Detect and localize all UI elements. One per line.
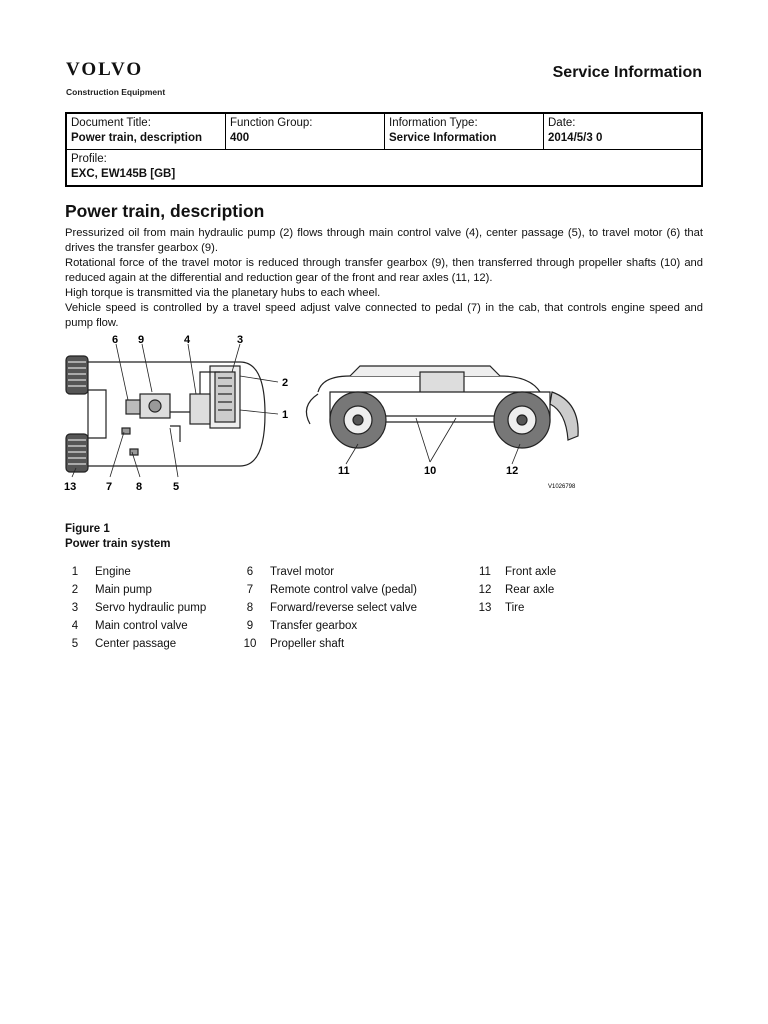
legend-item xyxy=(235,638,417,656)
legend-item xyxy=(235,566,417,584)
callout-2: 2 xyxy=(282,377,289,389)
legend-number: 10 xyxy=(243,638,257,650)
document-title-cell xyxy=(66,113,226,150)
callout-9: 9 xyxy=(138,334,145,346)
legend-text: Propeller shaft xyxy=(270,638,345,650)
legend-item xyxy=(60,584,206,602)
figure-label: Figure 1 xyxy=(65,523,110,535)
power-train-figure xyxy=(60,332,590,499)
legend-column xyxy=(470,566,556,620)
callout-6: 6 xyxy=(112,334,119,346)
legend-item xyxy=(235,620,417,638)
callout-12: 12 xyxy=(506,465,519,477)
legend-number: 7 xyxy=(246,584,254,596)
information-type-label: Information Type: xyxy=(389,117,478,129)
legend-item xyxy=(60,638,206,656)
legend-number: 11 xyxy=(479,566,491,578)
function-group-value: 400 xyxy=(230,132,250,144)
document-title-value: Power train, description xyxy=(71,132,202,144)
legend-number: 6 xyxy=(246,566,254,578)
legend-text: Main pump xyxy=(95,584,152,596)
paragraph: Pressurized oil from main hydraulic pump (2) flows through main control valve (4), center passage (5), to travel motor (6) that drives the transfer gearbox (9). xyxy=(65,227,703,254)
paragraph: Vehicle speed is controlled by a travel speed adjust valve connected to pedal (7) in the cab, that controls engine speed and pump flow. xyxy=(65,302,703,329)
legend-item xyxy=(60,566,206,584)
top-view-machine xyxy=(66,356,265,472)
legend-item xyxy=(470,602,556,620)
description-body xyxy=(65,226,703,331)
brand-subtitle: Construction Equipment xyxy=(66,87,166,97)
callout-3: 3 xyxy=(237,334,244,346)
date-label: Date: xyxy=(548,117,576,129)
legend-column xyxy=(235,566,417,656)
callout-5: 5 xyxy=(173,481,180,493)
legend-text: Remote control valve (pedal) xyxy=(270,584,418,596)
figure-code: V1026798 xyxy=(548,484,576,490)
legend-number: 12 xyxy=(478,584,492,596)
legend-text: Center passage xyxy=(95,638,177,650)
legend-number: 13 xyxy=(478,602,492,614)
legend-item xyxy=(235,602,417,620)
profile-value: EXC, EW145B [GB] xyxy=(71,168,176,180)
legend-text: Servo hydraulic pump xyxy=(95,602,207,614)
document-type-heading: Service Information xyxy=(552,64,702,81)
callout-8: 8 xyxy=(136,481,143,493)
callout-10: 10 xyxy=(424,465,437,477)
legend-text: Engine xyxy=(95,566,131,578)
volvo-logo xyxy=(66,60,165,97)
figure-caption xyxy=(65,522,170,552)
legend-number: 8 xyxy=(246,602,254,614)
callout-11: 11 xyxy=(338,465,350,477)
document-title-label: Document Title: xyxy=(71,117,151,129)
legend-number: 4 xyxy=(71,620,79,632)
function-group-cell xyxy=(226,113,385,150)
meta-row xyxy=(66,113,702,150)
legend-text: Tire xyxy=(505,602,525,614)
date-cell xyxy=(544,113,703,150)
legend-item xyxy=(60,602,206,620)
legend-text: Rear axle xyxy=(505,584,555,596)
legend-text: Travel motor xyxy=(270,566,335,578)
side-view-machine xyxy=(306,366,578,448)
power-train-diagram xyxy=(60,332,590,494)
legend-number: 1 xyxy=(71,566,79,578)
legend-number: 9 xyxy=(246,620,254,632)
page-title: Power train, description xyxy=(65,201,265,221)
paragraph: Rotational force of the travel motor is reduced through transfer gearbox (9), then transferred through propeller shafts (10) and reduced again at the differential and reduction gear of the front and rear axles (11, 12). xyxy=(65,257,703,284)
legend-item xyxy=(470,584,556,602)
callout-13: 13 xyxy=(64,481,77,493)
legend-number: 2 xyxy=(71,584,79,596)
legend-number: 3 xyxy=(71,602,79,614)
information-type-cell xyxy=(385,113,544,150)
legend-text: Forward/reverse select valve xyxy=(270,602,417,614)
legend-item xyxy=(235,584,417,602)
document-meta-table xyxy=(65,112,703,187)
legend-text: Main control valve xyxy=(95,620,188,632)
legend-item xyxy=(60,620,206,638)
information-type-value: Service Information xyxy=(389,132,497,144)
legend-number: 5 xyxy=(71,638,79,650)
legend-column xyxy=(60,566,206,656)
callout-1: 1 xyxy=(282,409,289,421)
paragraph: High torque is transmitted via the planetary hubs to each wheel. xyxy=(65,287,381,299)
meta-row xyxy=(66,150,702,187)
function-group-label: Function Group: xyxy=(230,117,313,129)
legend-item xyxy=(470,566,556,584)
brand-wordmark: VOLVO xyxy=(66,59,144,80)
figure-caption-text: Power train system xyxy=(65,538,171,550)
legend-text: Front axle xyxy=(505,566,557,578)
date-value: 2014/5/3 0 xyxy=(548,132,603,144)
legend-text: Transfer gearbox xyxy=(270,620,358,632)
callout-4: 4 xyxy=(184,334,191,346)
profile-label: Profile: xyxy=(71,153,107,165)
callout-7: 7 xyxy=(106,481,113,493)
profile-cell xyxy=(66,150,702,187)
